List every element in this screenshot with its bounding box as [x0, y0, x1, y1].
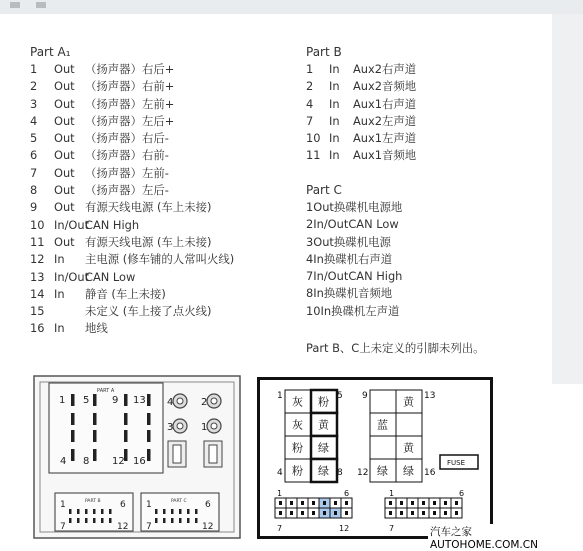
wire-cell [396, 413, 422, 436]
strip-pin [411, 511, 414, 515]
strip-pin [455, 501, 458, 505]
round-pin-core [177, 423, 183, 429]
pin-function: （扬声器）左后- [85, 183, 169, 198]
pin-contact [101, 509, 104, 514]
pin-contact [147, 394, 151, 406]
pin-function: （扬声器）右前+ [85, 79, 175, 94]
strip-pin [422, 501, 425, 505]
pin-contact [93, 413, 97, 425]
pin-function: 换碟机电源 [333, 234, 391, 249]
pin-function: 换碟机左声道 [331, 303, 400, 318]
strip-b-label-1: 1 [277, 489, 283, 498]
pin-row [306, 251, 402, 268]
pin-function: （扬声器）左后+ [85, 113, 175, 128]
frame-tick [10, 2, 20, 8]
pin-function: Aux1音频地 [353, 148, 417, 163]
strip-pin [455, 511, 458, 515]
pin-function: （扬声器）左前+ [85, 96, 175, 111]
strip-pin [411, 501, 414, 505]
grid-corner-5: 5 [337, 391, 343, 401]
strip-pin [389, 511, 392, 515]
pin-contact [195, 509, 198, 514]
pin-row [30, 147, 234, 164]
pin-number: 5 [30, 131, 38, 146]
wire-color-label: 绿 [377, 464, 388, 478]
strip-pin [444, 511, 447, 515]
pin-direction: In [329, 131, 340, 146]
strip-pin [334, 511, 337, 515]
strip-pin [433, 501, 436, 505]
pin-number: 9 [30, 200, 38, 215]
pin-direction: Out [54, 79, 75, 94]
pin-row [30, 217, 234, 234]
pin-row [30, 182, 234, 199]
pin-number: 2 [30, 79, 38, 94]
pin-function: 主电源 (修车铺的人常叫火线) [85, 252, 235, 267]
strip-b-label-6: 6 [344, 489, 350, 498]
pin-contact [93, 449, 97, 461]
pin-direction: In [313, 286, 324, 301]
pin-direction: In [329, 96, 340, 111]
grid-corner-4: 4 [277, 468, 283, 478]
pin-label-8: 8 [83, 456, 90, 467]
pin-row [30, 320, 234, 337]
pin-contact [163, 509, 166, 514]
round-pin-label-2: 2 [201, 397, 208, 408]
pin-contact [147, 430, 151, 442]
pin-function: 换碟机右声道 [323, 251, 393, 266]
grid-corner-9: 9 [362, 391, 368, 401]
pin-direction: In [329, 62, 340, 76]
strip-pin [290, 501, 293, 505]
pin-number: 2 [306, 79, 314, 94]
strip-pin [422, 511, 425, 515]
strip-pin [290, 511, 293, 515]
pin-function: Aux1左声道 [353, 131, 417, 146]
pin-contact [163, 518, 166, 523]
pin-function: 换碟机音频地 [323, 286, 393, 301]
pin-row [30, 78, 234, 95]
part-a-color-grid [285, 390, 337, 482]
pin-contact [93, 394, 97, 406]
pin-function: Aux1右声道 [353, 96, 417, 111]
pin-number: 10 [30, 217, 45, 232]
strip-pin [323, 511, 326, 515]
pin-row [30, 165, 234, 182]
wire-color-label: 灰 [292, 418, 303, 432]
pin-number: 8 [30, 183, 38, 198]
pin-number: 10 [306, 131, 321, 146]
pin-row [30, 113, 234, 130]
pin-row [306, 303, 402, 320]
pin-function: Aux2左声道 [353, 113, 417, 128]
wire-color-label: 粉 [292, 441, 303, 455]
strip-c-label-7: 7 [389, 524, 395, 533]
pin-number: 1 [30, 62, 38, 76]
pin-row [30, 199, 234, 216]
part-b-pin-list [306, 43, 416, 165]
pin-number: 11 [30, 234, 45, 249]
strip-pin [312, 511, 315, 515]
pin-function: CAN High [85, 217, 140, 232]
pin-number: 7 [30, 165, 38, 180]
fuse-contact-left [173, 445, 181, 463]
pin-number: 14 [30, 286, 45, 301]
pin-direction: Out [54, 131, 75, 146]
pin-direction: Out [54, 165, 75, 180]
pin-direction [54, 303, 85, 320]
pin-number: 4 [30, 113, 38, 128]
wire-color-label: 粉 [318, 395, 329, 409]
strip-c-label-6: 6 [459, 489, 465, 498]
round-pin-label-4: 4 [167, 397, 174, 408]
pin-direction: Out [54, 234, 75, 249]
wire-color-label: 绿 [403, 464, 414, 478]
strip-pin [345, 501, 348, 505]
pin-contact [155, 509, 158, 514]
strip-pin [400, 511, 403, 515]
wire-color-label: 蓝 [377, 418, 388, 432]
pin-contact [93, 509, 96, 514]
wire-cell [370, 390, 396, 413]
wire-color-label: 黄 [403, 395, 414, 409]
fuse-contact-right [209, 445, 217, 463]
strip-pin [400, 501, 403, 505]
part-b-pin-6: 6 [120, 500, 126, 510]
top-frame-strip [0, 0, 583, 14]
pin-contact [109, 509, 112, 514]
strip-pin [323, 501, 326, 505]
pin-function: Aux2音频地 [353, 79, 417, 94]
part-b-pin-12: 12 [117, 522, 129, 532]
pin-row [306, 216, 402, 233]
pin-contact [71, 430, 75, 442]
pin-number: 7 [306, 269, 314, 284]
pin-contact [93, 430, 97, 442]
undefined-pins-note: Part B、C上未定义的引脚未列出。 [306, 341, 485, 355]
part-c-pin-list [306, 181, 402, 320]
pin-contact [124, 394, 128, 406]
strip-pin [345, 511, 348, 515]
pin-row [306, 113, 416, 130]
wire-cell [370, 436, 396, 459]
pin-row [306, 234, 402, 251]
round-pin-core [211, 423, 217, 429]
grid-corner-12: 12 [357, 468, 369, 478]
pin-row [306, 147, 416, 164]
pin-direction: Out [54, 62, 75, 76]
pin-label-12: 12 [112, 456, 125, 467]
pin-direction: Out [54, 113, 75, 128]
strip-pin [279, 511, 282, 515]
pin-contact [179, 509, 182, 514]
pin-direction: In/Out [313, 217, 349, 232]
strip-pin [279, 501, 282, 505]
pin-function: 静音 (车上未接) [85, 286, 166, 301]
pin-row [306, 96, 416, 113]
strip-pin [334, 501, 337, 505]
pin-number: 3 [306, 234, 314, 249]
part-c-pin-6: 6 [205, 500, 211, 510]
pin-number: 6 [30, 148, 38, 163]
grid-corner-1: 1 [277, 391, 283, 401]
pin-contact [101, 518, 104, 523]
grid-corner-8: 8 [337, 468, 343, 478]
pin-row [306, 61, 416, 78]
part-b-strip [275, 498, 352, 518]
strip-pin [433, 511, 436, 515]
pin-contact [93, 518, 96, 523]
pin-label-5: 5 [83, 395, 90, 406]
round-pin-core [177, 398, 183, 404]
part-a2-color-grid [370, 390, 422, 482]
pin-row [306, 268, 402, 285]
pin-direction: In/Out [54, 269, 90, 284]
pin-row [30, 96, 234, 113]
pin-row [306, 78, 416, 95]
pin-contact [69, 518, 72, 523]
pin-contact [77, 509, 80, 514]
part-c-strip [385, 498, 462, 518]
round-pin-core [211, 398, 217, 404]
wire-color-label: 粉 [292, 464, 303, 478]
pin-function: Aux2右声道 [353, 62, 417, 76]
pin-number: 4 [306, 96, 314, 111]
wire-color-label: 绿 [318, 464, 329, 478]
part-c-pin-1: 1 [146, 500, 152, 510]
pin-function: CAN Low [348, 217, 399, 232]
connector-face-diagram [33, 375, 241, 539]
strip-c-label-1: 1 [389, 489, 395, 498]
site-watermark: 汽车之家 AUTOHOME.COM.CN [428, 524, 583, 551]
pin-direction: Out [313, 200, 334, 214]
pin-contact [109, 518, 112, 523]
pin-function: 有源天线电源 (车上未接) [85, 234, 212, 249]
pin-row [30, 234, 234, 251]
wire-color-label: 黄 [318, 418, 329, 432]
pin-contact [77, 518, 80, 523]
pin-number: 2 [306, 217, 314, 232]
wire-color-diagram [257, 377, 493, 539]
pin-row [30, 286, 234, 303]
pin-contact [124, 413, 128, 425]
frame-tick [36, 2, 46, 8]
pin-contact [71, 449, 75, 461]
pin-direction: Out [313, 234, 334, 249]
pin-row [30, 61, 234, 78]
strip-pin [444, 501, 447, 505]
pin-direction: In/Out [313, 269, 349, 284]
pin-contact [69, 509, 72, 514]
pin-number: 1 [306, 200, 314, 214]
pin-function: 有源天线电源 (车上未接) [85, 200, 212, 215]
part-a-block-label: PART A [97, 388, 115, 394]
pin-direction: In/Out [54, 217, 90, 232]
grid-corner-13: 13 [424, 391, 436, 401]
pin-number: 12 [30, 252, 45, 267]
pin-contact [85, 509, 88, 514]
pin-function: 地线 [85, 321, 108, 336]
part-a-title: Part A₁ [30, 45, 71, 59]
pin-contact [171, 509, 174, 514]
pin-function: CAN High [348, 269, 403, 284]
part-c-block-label: PART C [171, 499, 187, 504]
fuse-label: FUSE [447, 459, 466, 467]
part-b-block-label: PART B [85, 499, 101, 504]
strip-b-label-7: 7 [277, 524, 283, 533]
pin-direction: Out [54, 148, 75, 163]
strip-pin [389, 501, 392, 505]
pin-contact [179, 518, 182, 523]
pin-row [30, 130, 234, 147]
part-b-title: Part B [306, 45, 342, 59]
pin-contact [195, 518, 198, 523]
pin-direction: Out [54, 96, 75, 111]
pin-function: 未定义 (车上接了点火线) [85, 304, 212, 319]
part-a-pin-list [30, 43, 234, 338]
pin-number: 13 [30, 269, 45, 284]
pin-number: 16 [30, 321, 45, 336]
pin-direction: In [320, 303, 332, 318]
wire-color-label: 绿 [318, 441, 329, 455]
pin-direction: In [329, 113, 340, 128]
pin-number: 4 [306, 251, 314, 266]
pin-direction: In [329, 79, 340, 94]
pin-number: 11 [306, 148, 321, 163]
pin-number: 7 [306, 113, 314, 128]
pin-direction: Out [54, 183, 75, 198]
part-c-pin-7: 7 [146, 522, 152, 532]
part-b-pin-7: 7 [60, 522, 66, 532]
pin-function: 换碟机电源地 [333, 200, 403, 214]
pin-direction: In [313, 251, 324, 266]
round-pin-label-1: 1 [201, 422, 208, 433]
pin-label-1: 1 [59, 395, 66, 406]
pin-direction: Out [54, 200, 75, 215]
pin-label-16: 16 [133, 456, 146, 467]
pin-label-13: 13 [133, 395, 146, 406]
part-c-pin-12: 12 [202, 522, 214, 532]
part-b-pin-1: 1 [60, 500, 66, 510]
pin-contact [147, 449, 151, 461]
pin-number: 10 [306, 303, 321, 318]
pin-label-9: 9 [112, 395, 119, 406]
pin-number: 3 [30, 96, 38, 111]
pin-direction: In [54, 321, 65, 336]
pin-row [30, 303, 234, 320]
strip-pin [301, 501, 304, 505]
right-frame-strip [552, 14, 583, 384]
part-c-title: Part C [306, 183, 342, 197]
pin-function: CAN Low [85, 269, 136, 284]
pin-direction: In [54, 252, 65, 267]
strip-b-label-12: 12 [339, 524, 350, 533]
strip-pin [301, 511, 304, 515]
grid-corner-16: 16 [424, 468, 436, 478]
pin-contact [71, 394, 75, 406]
pin-contact [147, 413, 151, 425]
pin-function: （扬声器）右后- [85, 131, 169, 146]
pin-contact [85, 518, 88, 523]
pin-row [306, 199, 402, 216]
pin-row [306, 130, 416, 147]
pin-contact [171, 518, 174, 523]
pin-function: （扬声器）左前- [85, 165, 169, 180]
pin-row [30, 251, 234, 268]
pin-direction: In [54, 286, 65, 301]
pin-contact [187, 509, 190, 514]
pin-function: （扬声器）右前- [85, 148, 169, 163]
pin-number: 15 [30, 304, 45, 319]
pin-label-4: 4 [60, 456, 67, 467]
pin-function: （扬声器）右后+ [85, 62, 175, 76]
pin-contact [155, 518, 158, 523]
wire-color-label: 灰 [292, 395, 303, 409]
strip-pin [312, 501, 315, 505]
pin-row [306, 285, 402, 302]
round-pin-label-3: 3 [167, 422, 174, 433]
pin-number: 8 [306, 286, 314, 301]
pin-number: 1 [306, 62, 314, 76]
pin-contact [124, 430, 128, 442]
wire-color-label: 黄 [403, 441, 414, 455]
pin-direction: In [329, 148, 340, 163]
pin-row [30, 269, 234, 286]
pin-contact [187, 518, 190, 523]
pin-contact [71, 413, 75, 425]
